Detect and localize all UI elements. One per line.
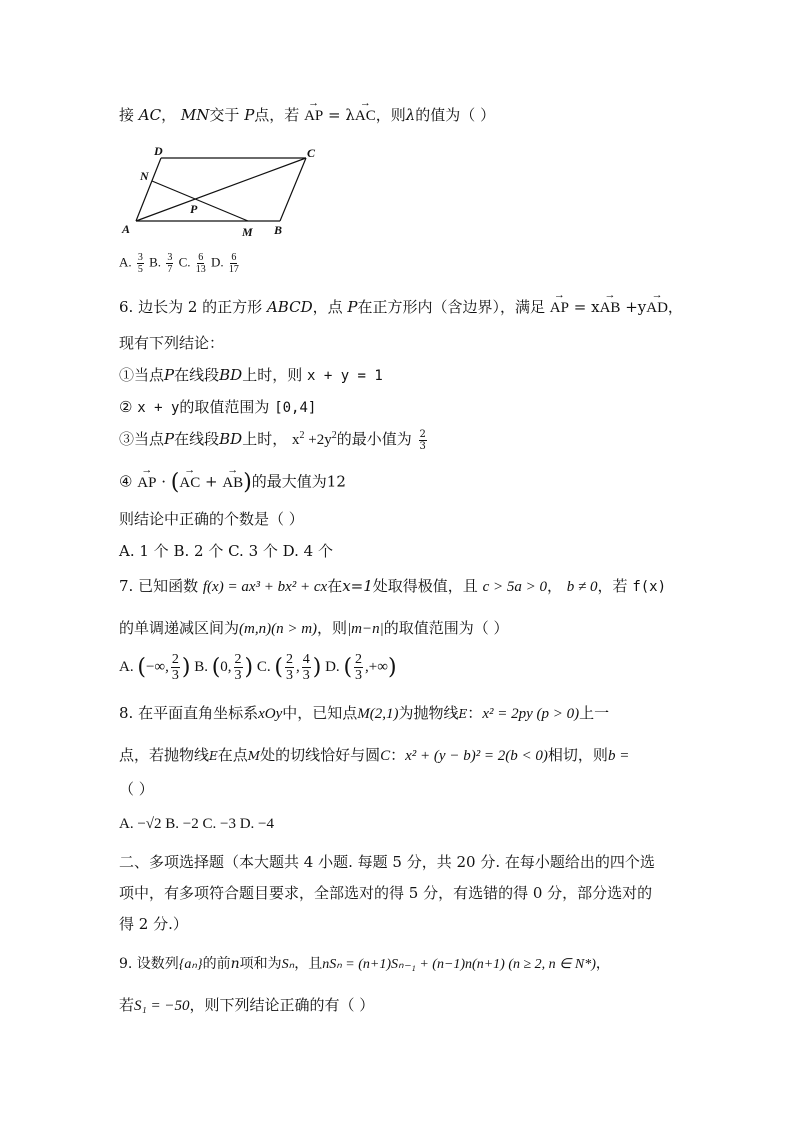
q9-s1: S₁ = −50 bbox=[134, 998, 190, 1014]
fraction bbox=[419, 429, 427, 452]
denominator: 7 bbox=[167, 264, 173, 275]
vector-ap: → AP bbox=[137, 475, 156, 492]
q5-text: 接 bbox=[119, 106, 135, 124]
c1-text: 上时，则 bbox=[242, 366, 303, 384]
q8-text: 为抛物线 bbox=[398, 704, 459, 722]
paren: ) bbox=[387, 655, 397, 680]
numerator: 2 bbox=[234, 652, 242, 667]
coef-y: +y bbox=[625, 298, 647, 316]
c4-text: 的最大值为 bbox=[251, 472, 327, 491]
q8-text: 点，若抛物线 bbox=[119, 746, 210, 764]
label-d: D bbox=[154, 144, 163, 158]
vector-ac: → AC bbox=[355, 108, 376, 125]
label-a: A bbox=[122, 222, 131, 236]
q6-conclusion-4 bbox=[119, 470, 346, 495]
c1-text: ①当点 bbox=[119, 366, 165, 384]
paren: ( bbox=[211, 655, 221, 680]
denominator: 5 bbox=[137, 264, 143, 275]
q6-text: 在正方形内（含边界），满足 bbox=[357, 298, 545, 316]
q7-text: 处取得极值，且 bbox=[372, 577, 478, 595]
q5-text: 交于 bbox=[209, 106, 240, 124]
q8-text: 上一 bbox=[579, 704, 610, 722]
q5-text: ， bbox=[161, 106, 177, 124]
q6-text: ， bbox=[667, 298, 683, 316]
option-b-label: B. bbox=[194, 658, 208, 675]
q6-conclusion-3 bbox=[119, 428, 429, 452]
q8-b: b = bbox=[607, 748, 630, 764]
q6-options: A. 1 个 B. 2 个 C. 3 个 D. 4 个 bbox=[119, 542, 333, 560]
q7-fx: f(x) bbox=[632, 579, 667, 595]
q9-line2 bbox=[119, 994, 374, 1015]
equals-sign: = bbox=[328, 106, 341, 124]
q6-conclusion-2 bbox=[119, 396, 316, 417]
q9-sequence: {aₙ} bbox=[178, 957, 203, 972]
q8-text: 相切，则 bbox=[547, 746, 608, 764]
numerator: 4 bbox=[302, 652, 310, 667]
denominator: 17 bbox=[228, 264, 239, 275]
section-2-line2: 项中，有多项符合题目要求，全部选对的得 5 分，有选错的得 0 分，部分选对的 bbox=[119, 884, 653, 902]
q6-abcd: ABCD bbox=[266, 298, 313, 316]
c3-text: 在线段 bbox=[174, 430, 220, 448]
paren: ) bbox=[181, 655, 191, 680]
numerator: 2 bbox=[419, 428, 426, 440]
c3-text: ③当点 bbox=[119, 430, 165, 448]
c3-p: P bbox=[164, 430, 175, 448]
q7-f: f bbox=[202, 579, 208, 595]
q5-text: 的值为（ ） bbox=[415, 106, 496, 124]
denominator: 13 bbox=[195, 264, 206, 275]
c3-bd: BD bbox=[219, 430, 243, 448]
q6-conclusion-1 bbox=[119, 364, 383, 385]
q6-question: 则结论中正确的个数是（ ） bbox=[119, 510, 304, 528]
c2-expr: x + y bbox=[137, 400, 180, 416]
numerator: 6 bbox=[231, 252, 237, 263]
interval-end: ,+∞ bbox=[365, 658, 388, 675]
q7-text: ，若 bbox=[597, 577, 628, 595]
fraction bbox=[285, 652, 294, 683]
numerator: 2 bbox=[355, 652, 363, 667]
vector-ap: → AP bbox=[304, 108, 323, 125]
c2-range: [0,4] bbox=[274, 400, 317, 416]
q7-text: 在 bbox=[327, 577, 343, 595]
fraction bbox=[137, 252, 144, 275]
q8-e: E bbox=[458, 707, 468, 721]
q7-text: ， bbox=[546, 577, 562, 595]
q5-stem bbox=[119, 104, 495, 125]
label-b: B bbox=[274, 223, 283, 237]
paren: ( bbox=[274, 655, 283, 680]
q5-text: 点，若 bbox=[254, 106, 300, 124]
q5-mn: MN bbox=[180, 106, 210, 124]
q9-text: ，且 bbox=[294, 956, 323, 972]
q8-e: E bbox=[209, 749, 218, 763]
option-a-label: A. bbox=[119, 254, 132, 270]
q9-text: 项和为 bbox=[239, 956, 282, 972]
q7-text: 7. 已知函数 bbox=[119, 577, 199, 595]
q8-point-m: M(2,1) bbox=[357, 706, 399, 722]
q7-text: 的取值范围为（ ） bbox=[383, 619, 509, 637]
c3-expression: $x^2 +2y^2$ bbox=[291, 430, 337, 448]
q7-interval: (m,n)(n > m) bbox=[239, 621, 318, 637]
label-c: C bbox=[307, 146, 316, 160]
q8-parabola: x² = 2py (p > 0) bbox=[482, 706, 580, 722]
paren: ( bbox=[170, 470, 180, 495]
q6-stem bbox=[119, 296, 683, 317]
q8-m: M bbox=[247, 749, 261, 763]
numerator: 6 bbox=[198, 252, 204, 263]
numerator: 2 bbox=[286, 652, 293, 667]
equals-sign: = bbox=[573, 298, 587, 316]
q7-line2 bbox=[119, 617, 509, 638]
q8-circle-equation: x² + (y − b)² = 2(b < 0) bbox=[405, 748, 548, 764]
q8-text: ： bbox=[467, 704, 483, 722]
lambda: λ bbox=[405, 106, 416, 124]
q9-text: 若 bbox=[119, 996, 135, 1014]
label-m: M bbox=[242, 225, 253, 238]
vector-ab: → AB bbox=[222, 475, 243, 492]
q9-n: n bbox=[230, 956, 240, 972]
q6-line2: 现有下列结论： bbox=[119, 334, 225, 352]
q7-options: A. (−∞, $\frac{2}{3}$ ) B. (0, $\frac{2}{3}$ ) C. ( $\frac{2}{3}$ , $\frac{4}{3}$ ) D. ( $\frac{2}{3}$ ,+∞) bbox=[119, 652, 397, 683]
c3-text: 的最小值为 bbox=[336, 430, 412, 448]
fraction bbox=[229, 252, 239, 275]
q8-text: 处的切线恰好与圆 bbox=[260, 746, 381, 764]
q5-ac: AC bbox=[138, 106, 162, 124]
q8-paren: （ ） bbox=[119, 780, 154, 798]
fraction bbox=[166, 252, 173, 275]
q7-x1: x=1 bbox=[342, 577, 373, 595]
q7-condition2: b ≠ 0 bbox=[566, 579, 598, 595]
c4-text: ④ bbox=[119, 472, 133, 491]
q9-recurrence: nSₙ = (n+1)Sₙ₋₁ + (n−1)n(n+1) (n ≥ 2, n ∈ N*) bbox=[322, 957, 596, 972]
q5-p: P bbox=[244, 106, 255, 124]
option-d-label: D. bbox=[210, 254, 224, 270]
denominator: 3 bbox=[355, 668, 363, 683]
q6-text: 6. 边长为 2 的正方形 bbox=[119, 298, 263, 316]
c3-text: 上时， bbox=[242, 430, 288, 448]
q8-text: ： bbox=[390, 746, 406, 764]
section-2-line3: 得 2 分.） bbox=[119, 915, 188, 933]
label-n: N bbox=[140, 169, 149, 183]
c2-text: ② bbox=[119, 398, 133, 416]
numerator: 2 bbox=[171, 652, 179, 667]
option-c-label: C. bbox=[256, 658, 271, 675]
option-a-label: A. bbox=[119, 658, 134, 675]
numerator: 3 bbox=[137, 252, 143, 263]
denominator: 3 bbox=[286, 668, 293, 683]
lambda: λ bbox=[345, 106, 355, 124]
q8-xoy: xOy bbox=[258, 706, 283, 722]
denominator: 3 bbox=[302, 668, 310, 683]
c1-p: P bbox=[164, 366, 175, 384]
denominator: 3 bbox=[419, 440, 426, 452]
c1-text: 在线段 bbox=[174, 366, 220, 384]
denominator: 3 bbox=[234, 668, 242, 683]
q6-p: P bbox=[347, 298, 358, 316]
fraction bbox=[354, 652, 363, 683]
q9-text: 9. 设数列 bbox=[119, 956, 179, 972]
label-p: P bbox=[190, 202, 198, 216]
c3-x: x bbox=[291, 432, 300, 448]
q7-function: (x) = ax³ + bx² + cx bbox=[207, 579, 328, 595]
q8-text: 8. 在平面直角坐标系 bbox=[119, 704, 259, 722]
vector-ap: → AP bbox=[550, 300, 569, 317]
vector-ad: → AD bbox=[646, 300, 668, 317]
q5-options bbox=[119, 252, 241, 275]
fraction bbox=[234, 652, 243, 683]
q7-stem bbox=[119, 575, 666, 596]
paren: ) bbox=[243, 470, 252, 495]
q9-text: ，则下列结论正确的有（ ） bbox=[189, 996, 375, 1014]
option-b-label: B. bbox=[149, 254, 162, 270]
q9-stem bbox=[119, 953, 610, 973]
section-2-line1: 二、多项选择题（本大题共 4 小题. 每题 5 分，共 20 分. 在每小题给出的四个选 bbox=[119, 853, 655, 871]
coef-x: x bbox=[591, 298, 600, 316]
c2-text: 的取值范围为 bbox=[179, 398, 270, 416]
fraction bbox=[196, 252, 206, 275]
q9-sn: Sₙ bbox=[281, 957, 295, 972]
c1-equation: x + y = 1 bbox=[306, 368, 383, 384]
fraction bbox=[171, 652, 180, 683]
q8-line2 bbox=[119, 744, 629, 765]
interval-start: 0, bbox=[220, 658, 232, 675]
q8-text: 中，已知点 bbox=[282, 704, 358, 722]
parallelogram-figure bbox=[118, 142, 328, 238]
option-c-label: C. bbox=[178, 254, 191, 270]
interval-start: −∞, bbox=[145, 658, 169, 675]
c4-value: 12 bbox=[326, 472, 346, 491]
q7-condition: c > 5a > 0 bbox=[482, 579, 547, 595]
vector-ab: → AB bbox=[600, 300, 621, 317]
plus: + bbox=[204, 472, 218, 491]
q8-stem bbox=[119, 702, 609, 723]
dot-product: · bbox=[161, 472, 166, 491]
numerator: 3 bbox=[167, 252, 173, 263]
q9-text: 的前 bbox=[202, 956, 231, 972]
denominator: 3 bbox=[171, 668, 179, 683]
q7-text: ，则 bbox=[317, 619, 348, 637]
q8-options: A. −√2 B. −2 C. −3 D. −4 bbox=[119, 816, 274, 832]
paren: ( bbox=[343, 655, 353, 680]
paren: ) bbox=[244, 655, 254, 680]
q9-text: ， bbox=[595, 956, 610, 972]
c1-bd: BD bbox=[219, 366, 243, 384]
vector-ac: → AC bbox=[179, 475, 200, 492]
fraction bbox=[302, 652, 311, 683]
option-d-label: D. bbox=[325, 658, 340, 675]
c3-y: +2y bbox=[308, 432, 332, 448]
paren: ( bbox=[137, 655, 146, 680]
paren: ) bbox=[312, 655, 322, 680]
q8-text: 在点 bbox=[217, 746, 248, 764]
q5-text: ，则 bbox=[375, 106, 406, 124]
q7-abs: |m−n| bbox=[347, 621, 384, 637]
q6-text: ，点 bbox=[312, 298, 343, 316]
q7-text: 的单调递减区间为 bbox=[119, 619, 240, 637]
q8-circle: C bbox=[380, 748, 391, 764]
